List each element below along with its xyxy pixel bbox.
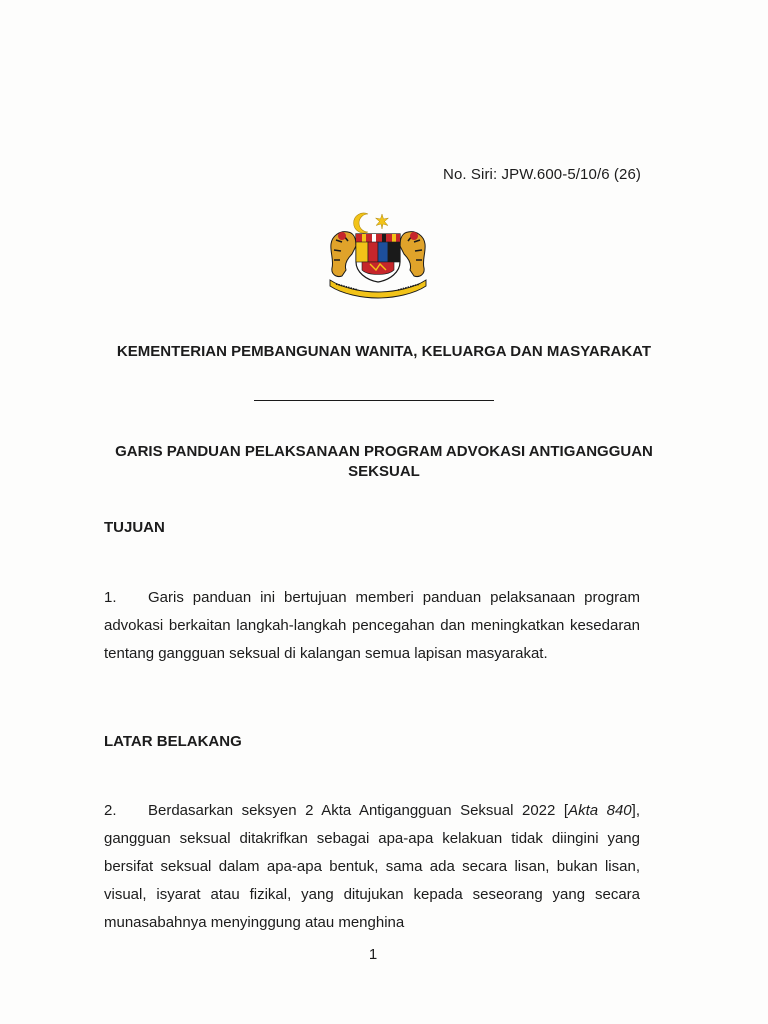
paragraph-number: 2. — [104, 802, 117, 819]
section-heading-tujuan: TUJUAN — [104, 519, 165, 536]
title-divider — [254, 400, 494, 401]
malaysia-coat-of-arms-icon — [322, 210, 434, 300]
crest-shield-icon — [356, 234, 400, 282]
act-reference: Akta 840 — [568, 802, 632, 819]
motto-scroll-icon — [330, 280, 426, 298]
crescent-star-icon — [354, 213, 389, 233]
right-tiger-icon — [400, 232, 425, 277]
paragraph-1 — [104, 584, 640, 668]
page-number: 1 — [368, 946, 378, 963]
paragraph-number: 1. — [104, 589, 117, 606]
document-title: GARIS PANDUAN PELAKSANAAN PROGRAM ADVOKASI ANTIGANGGUAN SEKSUAL — [115, 443, 653, 480]
section-heading-latar-belakang: LATAR BELAKANG — [104, 733, 242, 750]
paragraph-2 — [104, 797, 640, 937]
serial-number: No. Siri: JPW.600-5/10/6 (26) — [443, 166, 641, 183]
ministry-name: KEMENTERIAN PEMBANGUNAN WANITA, KELUARGA DAN MASYARAKAT — [116, 343, 652, 360]
paragraph-text-before: Berdasarkan seksyen 2 Akta Antigangguan Seksual 2022 [ — [148, 802, 569, 819]
left-tiger-icon — [331, 232, 356, 277]
paragraph-text: Garis panduan ini bertujuan memberi panduan pelaksanaan program advokasi berkaitan langkah-langkah pencegahan dan meningkatkan kesedaran tentang gangguan seksual di kalangan semua lapisan masyarakat. — [104, 589, 640, 662]
paragraph-text-after: ], gangguan seksual ditakrifkan sebagai apa-apa kelakuan tidak diingini yang bersifat seksual dalam apa-apa bentuk, sama ada secara lisan, bukan lisan, visual, isyarat atau fizikal, yang ditujukan kepada seseorang yang secara munasabahnya menyinggung atau menghina — [104, 802, 640, 931]
